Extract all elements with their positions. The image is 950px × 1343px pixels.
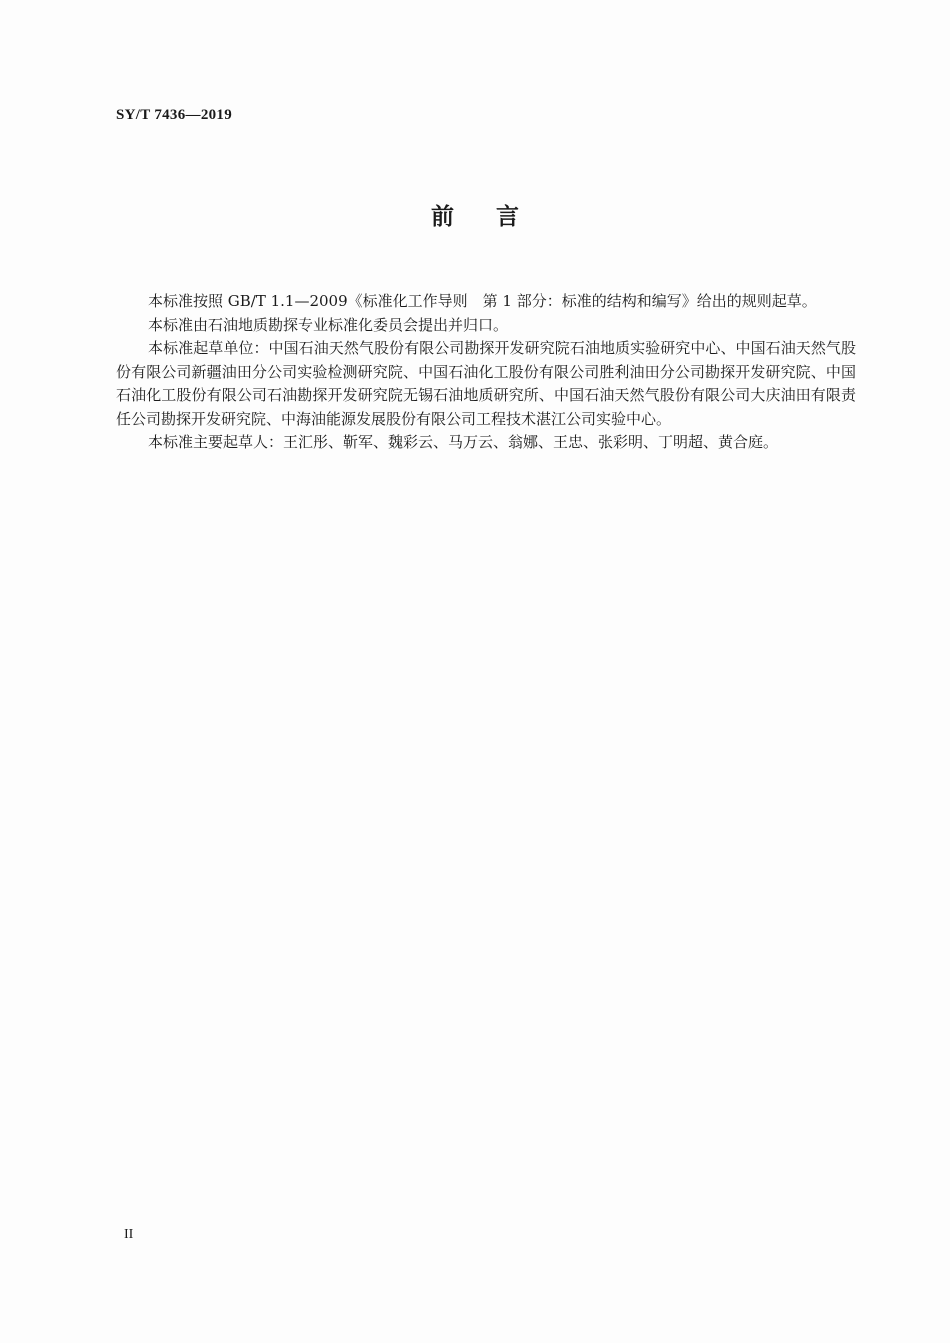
page-number: II — [124, 1227, 134, 1242]
paragraph-proposer: 本标准由石油地质勘探专业标准化委员会提出并归口。 — [148, 315, 509, 334]
page-title: 前言 — [431, 204, 561, 230]
paragraph-drafters: 本标准主要起草人：王汇彤、靳军、魏彩云、马万云、翁娜、王忠、张彩明、丁明超、黄合庭。 — [148, 433, 779, 451]
paragraph-drafting-rules: 本标准按照 GB/T 1.1—2009《标准化工作导则 第 1 部分：标准的结构和编写》给出的规则起草。 — [148, 292, 817, 310]
preface-body — [116, 290, 856, 455]
standard-number: SY/T 7436—2019 — [116, 107, 233, 123]
paragraph-drafting-units: 本标准起草单位：中国石油天然气股份有限公司勘探开发研究院石油地质实验研究中心、中国石油天然气股份有限公司新疆油田分公司实验检测研究院、中国石油化工股份有限公司胜利油田分公司勘探开发研究院、中国石油化工股份有限公司石油勘探开发研究院无锡石油地质研究所、中国石油天然气股份有限公司大庆油田有限责任公司勘探开发研究院、中海油能源发展股份有限公司工程技术湛江公司实验中心。 — [116, 339, 856, 428]
